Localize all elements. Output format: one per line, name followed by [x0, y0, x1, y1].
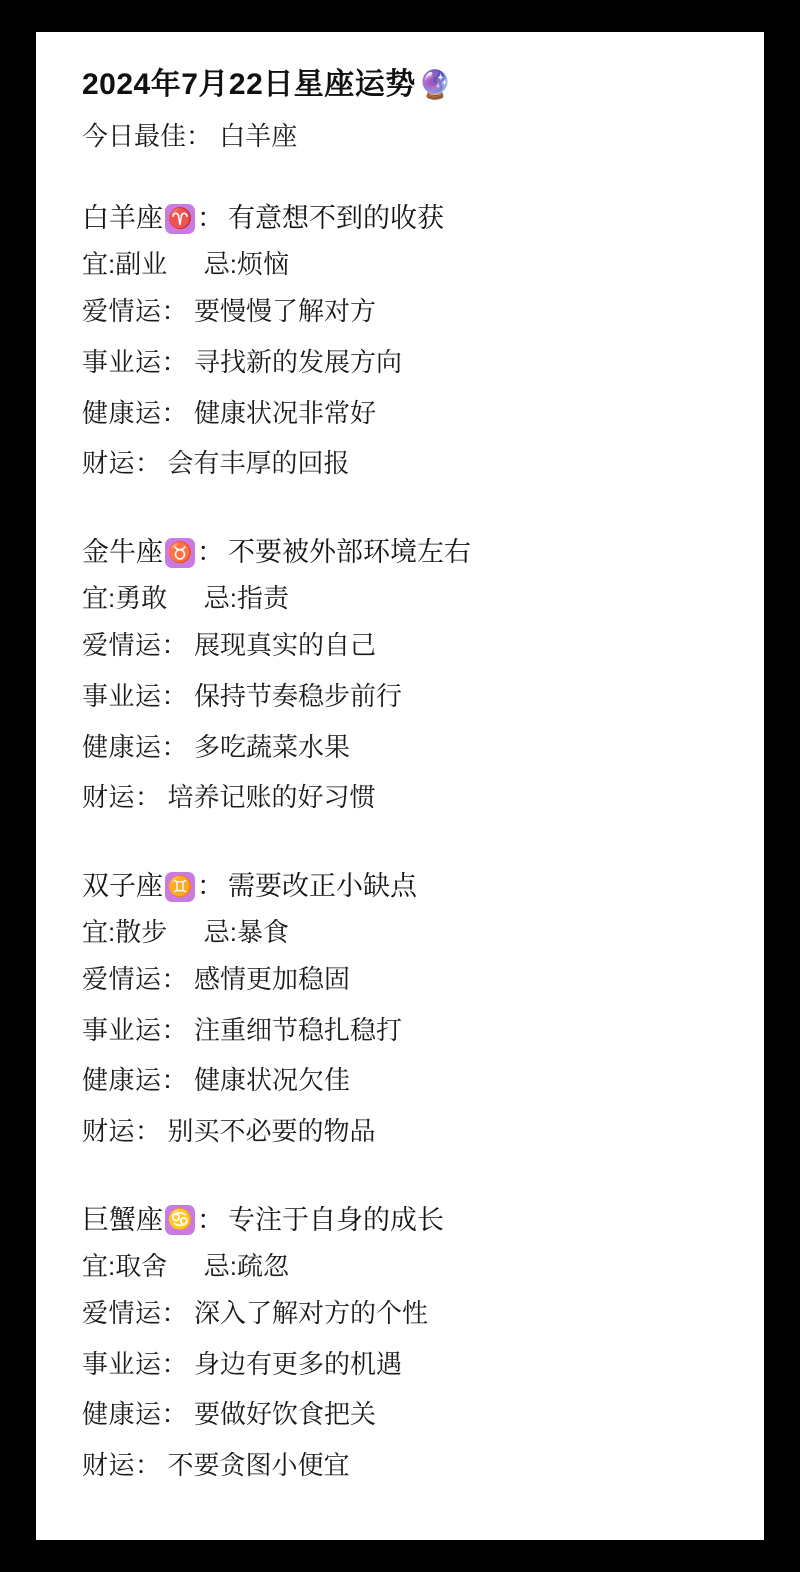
sign-name: 金牛座 [82, 537, 163, 568]
sign-colon: ： [197, 1204, 224, 1235]
career-value: 注重细节稳扎稳打 [194, 1014, 403, 1045]
wealth-row [82, 772, 724, 823]
page-title-text: 2024年7月22日星座运势 [82, 68, 416, 101]
career-row [82, 1005, 724, 1056]
gemini-glyph-icon: ♊ [165, 872, 195, 902]
taurus-glyph-icon: ♉ [165, 538, 195, 568]
bad-value: 疏忽 [236, 1251, 289, 1281]
career-row [82, 671, 724, 722]
wealth-row [82, 438, 724, 489]
good-value: 取舍 [115, 1251, 168, 1281]
wealth-row [82, 1440, 724, 1491]
best-sign-label: 今日最佳： [82, 120, 213, 151]
love-value: 深入了解对方的个性 [194, 1298, 429, 1328]
page-title [82, 66, 724, 104]
sign-block-aries [82, 199, 724, 489]
health-value: 多吃蔬菜水果 [194, 731, 351, 762]
horoscope-card [36, 32, 764, 1540]
sign-colon: ： [197, 537, 224, 568]
career-row [82, 1339, 724, 1390]
career-value: 身边有更多的机遇 [194, 1348, 403, 1379]
sign-colon: ： [197, 870, 224, 901]
sign-name: 巨蟹座 [82, 1204, 163, 1235]
sign-block-cancer [82, 1201, 724, 1491]
wealth-value: 培养记账的好习惯 [167, 782, 376, 813]
sign-colon: ： [197, 203, 224, 234]
sign-headline: 专注于自身的成长 [228, 1204, 444, 1235]
cancer-glyph-icon: ♋ [165, 1205, 195, 1235]
bad-label: 忌: [203, 917, 237, 948]
career-value: 保持节奏稳步前行 [194, 680, 403, 711]
wealth-label: 财运： [82, 448, 162, 479]
love-row [82, 1288, 724, 1339]
bad-value: 暴食 [236, 917, 289, 948]
bad-label: 忌: [203, 583, 237, 614]
sign-headline-row [82, 199, 724, 238]
wealth-label: 财运： [82, 782, 162, 813]
bad-label: 忌: [203, 249, 237, 280]
health-row [82, 388, 724, 439]
love-value: 展现真实的自己 [194, 630, 377, 661]
health-label: 健康运： [82, 1065, 189, 1096]
love-value: 要慢慢了解对方 [194, 296, 377, 327]
health-value: 健康状况非常好 [194, 397, 377, 428]
love-value: 感情更加稳固 [194, 964, 351, 995]
love-row [82, 286, 724, 337]
sign-headline: 有意想不到的收获 [228, 203, 444, 234]
wealth-row [82, 1106, 724, 1157]
sign-headline-row [82, 867, 724, 906]
wealth-label: 财运： [82, 1450, 162, 1481]
aries-glyph-icon: ♈ [165, 204, 195, 234]
taboo-row [82, 1247, 724, 1286]
bad-value: 指责 [236, 583, 289, 614]
health-value: 健康状况欠佳 [194, 1065, 351, 1096]
good-label: 宜: [82, 1251, 116, 1281]
health-value: 要做好饮食把关 [194, 1399, 377, 1430]
health-label: 健康运： [82, 1399, 189, 1430]
sign-headline-row [82, 1201, 724, 1240]
health-row [82, 1055, 724, 1106]
taboo-row [82, 245, 724, 284]
good-label: 宜: [82, 249, 116, 280]
love-label: 爱情运： [82, 964, 189, 995]
love-label: 爱情运： [82, 296, 189, 327]
best-sign-value: 白羊座 [219, 120, 298, 151]
good-label: 宜: [82, 583, 116, 614]
health-label: 健康运： [82, 397, 189, 428]
sign-headline: 需要改正小缺点 [228, 870, 417, 901]
bad-value: 烦恼 [236, 249, 289, 280]
good-label: 宜: [82, 917, 116, 948]
career-label: 事业运： [82, 1014, 189, 1045]
good-value: 散步 [115, 917, 168, 948]
sign-name: 白羊座 [82, 203, 163, 234]
health-row [82, 722, 724, 773]
best-sign-row [82, 118, 724, 156]
career-row [82, 337, 724, 388]
wealth-label: 财运： [82, 1116, 162, 1147]
love-row [82, 954, 724, 1005]
sign-headline-row [82, 533, 724, 572]
health-label: 健康运： [82, 731, 189, 762]
wealth-value: 会有丰厚的回报 [167, 448, 350, 479]
sign-name: 双子座 [82, 870, 163, 901]
health-row [82, 1389, 724, 1440]
good-value: 副业 [115, 249, 168, 280]
taboo-row [82, 913, 724, 952]
love-row [82, 620, 724, 671]
sign-block-taurus [82, 533, 724, 823]
wealth-value: 不要贪图小便宜 [167, 1450, 350, 1481]
bad-label: 忌: [203, 1251, 237, 1281]
sign-headline: 不要被外部环境左右 [228, 537, 471, 568]
love-label: 爱情运： [82, 1298, 189, 1328]
career-value: 寻找新的发展方向 [194, 347, 403, 378]
sign-block-gemini [82, 867, 724, 1157]
taboo-row [82, 579, 724, 618]
love-label: 爱情运： [82, 630, 189, 661]
career-label: 事业运： [82, 1348, 189, 1379]
good-value: 勇敢 [115, 583, 168, 614]
career-label: 事业运： [82, 680, 189, 711]
career-label: 事业运： [82, 347, 189, 378]
wealth-value: 别买不必要的物品 [167, 1116, 376, 1147]
crystal-ball-icon: 🔮 [417, 69, 454, 101]
